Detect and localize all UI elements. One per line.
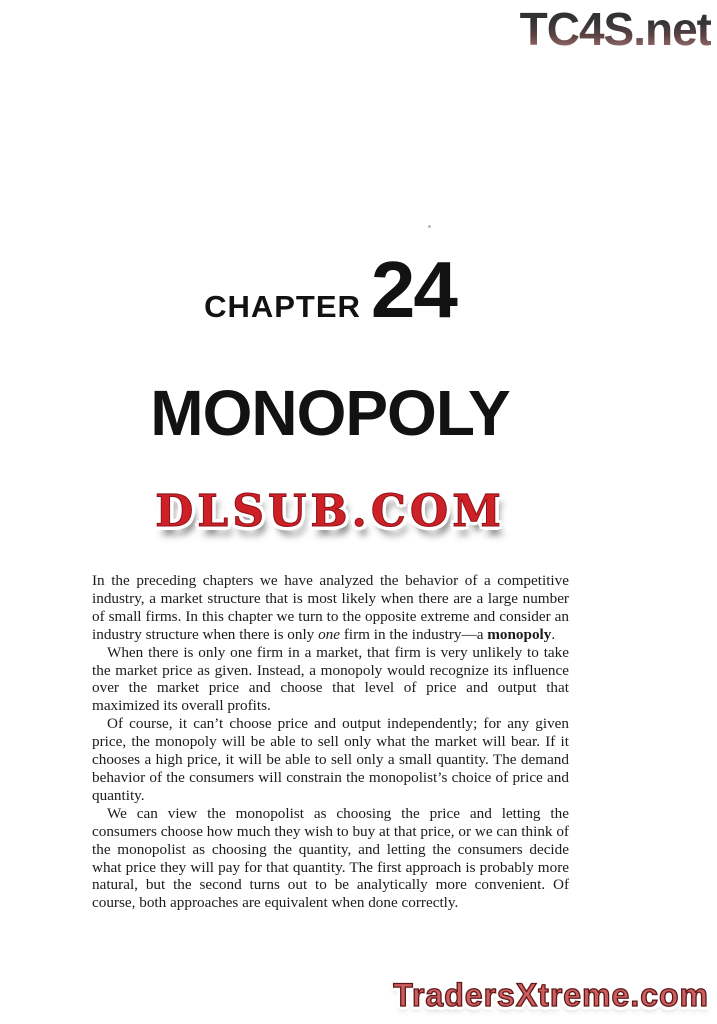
chapter-label: CHAPTER	[204, 289, 361, 324]
chapter-number: 24	[370, 245, 456, 334]
chapter-heading	[92, 244, 568, 336]
body-paragraph-1: In the preceding chapters we have analyzed the behavior of a competitive industry, a market structure that is most likely when there are a large number of small firms. In this chapter we turn to the opposite extreme and consider an industry structure when there is only one firm in the industry—a monopoly.	[92, 572, 569, 643]
scan-speck-artifact	[428, 225, 431, 228]
tc4s-logo: TC4S.net	[519, 3, 711, 55]
body-paragraph-3: Of course, it can’t choose price and output independently; for any given price, the monopoly will be able to sell only what the market will bear. If it chooses a high price, it will be able to sell only a small quantity. The demand behavior of the consumers will constrain the monopolist’s choice of price and quantity.	[92, 715, 569, 804]
dlsub-watermark: DLSUB.COM	[155, 486, 505, 537]
page-title: MONOPOLY	[150, 377, 510, 449]
tradersxtreme-watermark: TradersXtreme.com	[393, 977, 709, 1013]
body-paragraph-2: When there is only one firm in a market, that firm is very unlikely to take the market price as given. Instead, a monopoly would recognize its influence over the market price and choose that level of price and output that maximized its overall profits.	[92, 643, 569, 715]
body-paragraph-4: We can view the monopolist as choosing the price and letting the consumers choose how much they wish to buy at that price, or we can think of the monopolist as choosing the quantity, and letting the consumers decide what price they will pay for that quantity. The first approach is probably more natural, but the second turns out to be analytically more convenient. Of course, both approaches are equivalent when done correctly.	[92, 804, 569, 912]
body-text-block	[92, 572, 569, 912]
